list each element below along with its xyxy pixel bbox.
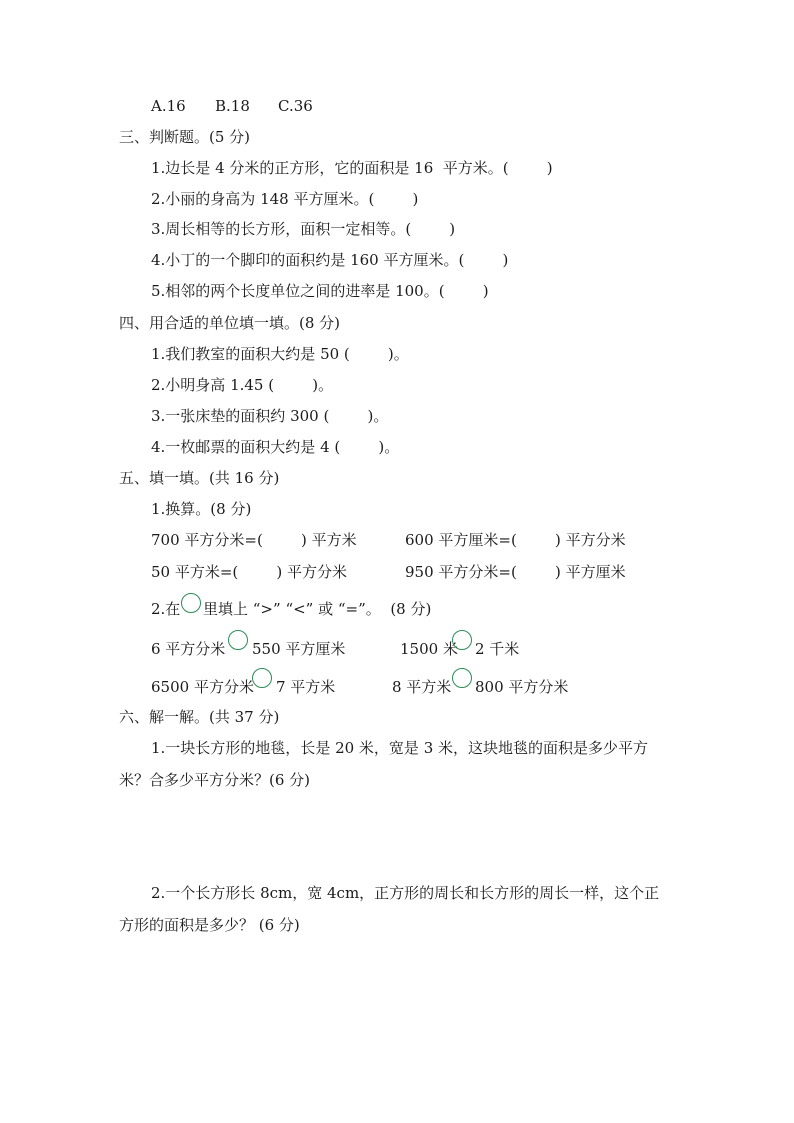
compare-left: 1500 米 (400, 640, 458, 658)
section-4-heading: 四、用合适的单位填一填。(8 分) (119, 314, 341, 332)
unit-fill-item: 4.一枚邮票的面积大约是 4 ( )。 (151, 438, 400, 456)
compare-circle-icon (181, 593, 201, 613)
option-b: B.18 (215, 97, 250, 115)
section-5-heading: 五、填一填。(共 16 分) (119, 469, 280, 487)
unit-fill-item: 2.小明身高 1.45 ( )。 (151, 376, 334, 394)
unit-fill-item: 3.一张床垫的面积约 300 ( )。 (151, 407, 389, 425)
judgement-item: 2.小丽的身高为 148 平方厘米。( ) (151, 190, 419, 208)
conversion-subheading: 1.换算。(8 分) (151, 500, 252, 518)
word-problem-2-line-2: 方形的面积是多少？ (6 分) (119, 916, 300, 934)
compare-circle-icon (452, 668, 472, 688)
compare-circle-icon (228, 630, 248, 650)
conversion-item: 700 平方分米=( ) 平方米 (151, 531, 357, 549)
compare-circle-icon (452, 630, 472, 650)
conversion-item: 600 平方厘米=( ) 平方分米 (405, 531, 626, 549)
section-3-heading: 三、判断题。(5 分) (119, 128, 251, 146)
conversion-item: 50 平方米=( ) 平方分米 (151, 563, 348, 581)
compare-right: 2 千米 (475, 640, 520, 658)
judgement-item: 5.相邻的两个长度单位之间的进率是 100。( ) (151, 282, 489, 300)
word-problem-1-line-2: 米？合多少平方分米？(6 分) (119, 771, 311, 789)
judgement-item: 4.小丁的一个脚印的面积约是 160 平方厘米。( ) (151, 251, 509, 269)
compare-left: 6 平方分米 (151, 640, 226, 658)
unit-fill-item: 1.我们教室的面积大约是 50 ( )。 (151, 345, 409, 363)
judgement-item: 1.边长是 4 分米的正方形，它的面积是 16 平方米。( ) (151, 159, 553, 177)
judgement-item: 3.周长相等的长方形，面积一定相等。( ) (151, 220, 456, 238)
option-c: C.36 (278, 97, 313, 115)
option-a: A.16 (151, 97, 186, 115)
compare-right: 800 平方分米 (475, 678, 569, 696)
word-problem-1-line-1: 1.一块长方形的地毯，长是 20 米，宽是 3 米，这块地毯的面积是多少平方 (151, 739, 649, 757)
compare-circle-icon (252, 668, 272, 688)
word-problem-2-line-1: 2.一个长方形长 8cm，宽 4cm，正方形的周长和长方形的周长一样，这个正 (151, 884, 660, 902)
compare-left: 8 平方米 (392, 678, 452, 696)
compare-instruction-start: 2.在 (151, 600, 181, 618)
conversion-item: 950 平方分米=( ) 平方厘米 (405, 563, 626, 581)
compare-right: 550 平方厘米 (252, 640, 346, 658)
compare-right: 7 平方米 (276, 678, 336, 696)
section-6-heading: 六、解一解。(共 37 分) (119, 708, 280, 726)
compare-instruction-end: 里填上 “>” “<” 或 “=”。 (8 分) (203, 600, 432, 618)
compare-left: 6500 平方分米 (151, 678, 254, 696)
